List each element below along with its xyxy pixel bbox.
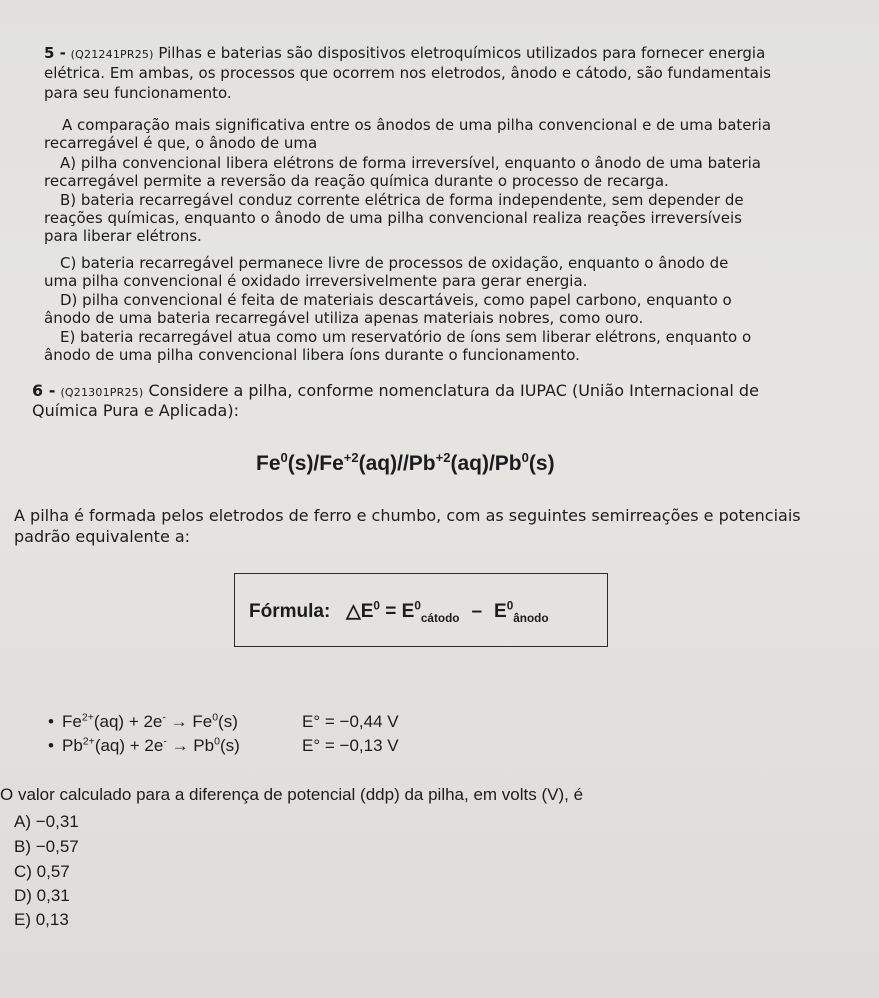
q5-option-e-1[interactable]: E) bateria recarregável atua como um reservatório de íons sem liberar elétrons, enquanto o	[60, 328, 752, 346]
formula-box: Fórmula: $\triangle E^0 = E^0_{cátodo} - E^0_{ânodo}$	[234, 573, 608, 647]
potential-fe: E° = −0,44 V	[302, 712, 399, 731]
q6-question: O valor calculado para a diferença de potencial (ddp) da pilha, em volts (V), é	[0, 785, 584, 804]
q6-option-d[interactable]: D) 0,31	[14, 886, 70, 905]
q6-code: (Q21301PR25)	[60, 386, 144, 399]
q5-option-a-2[interactable]: recarregável permite a reversão da reação química durante o processo de recarga.	[44, 172, 669, 190]
q5-line-2: elétrica. Em ambas, os processos que ocorrem nos eletrodos, ânodo e cátodo, são fundamentais	[44, 64, 771, 82]
reaction-pb: • $Pb^{2+}(aq) + 2e^- \to Pb^0(s)$ E° = −0,13 V	[48, 735, 399, 755]
q5-option-c-2[interactable]: uma pilha convencional é oxidado irreversivelmente para gerar energia.	[44, 272, 588, 290]
reaction-fe: • $Fe^{2+}(aq) + 2e^- \to Fe^0(s)$ E° = −0,44 V	[48, 711, 399, 731]
q6-option-a[interactable]: A) −0,31	[14, 812, 79, 831]
q5-option-d-2[interactable]: ânodo de uma bateria recarregável utiliza apenas materiais nobres, como ouro.	[44, 309, 644, 327]
q6-line-2: Química Pura e Aplicada):	[32, 401, 239, 420]
q5-option-c-1[interactable]: C) bateria recarregável permanece livre de processos de oxidação, enquanto o ânodo de	[60, 254, 729, 272]
q5-option-b-2[interactable]: reações químicas, enquanto o ânodo de uma pilha convencional realiza reações irreversíveis	[44, 209, 742, 227]
q6-text-1: Considere a pilha, conforme nomenclatura da IUPAC (União Internacional de	[148, 381, 759, 400]
potential-pb: E° = −0,13 V	[302, 736, 399, 755]
q5-stem-1: A comparação mais significativa entre os ânodos de uma pilha convencional e de uma bateria	[62, 116, 772, 134]
q6-option-c[interactable]: C) 0,57	[14, 862, 70, 881]
q6-line-1	[32, 382, 759, 402]
q6-option-b[interactable]: B) −0,57	[14, 837, 79, 856]
q5-code: (Q21241PR25)	[70, 48, 154, 61]
q5-option-e-2[interactable]: ânodo de uma pilha convencional libera íons durante o funcionamento.	[44, 346, 580, 364]
q5-option-a-1[interactable]: A) pilha convencional libera elétrons de forma irreversível, enquanto o ânodo de uma bateria	[60, 154, 761, 172]
formula-label: Fórmula:	[249, 601, 331, 622]
q5-option-b-1[interactable]: B) bateria recarregável conduz corrente elétrica de forma independente, sem depender de	[60, 191, 744, 209]
q5-line-1	[44, 44, 765, 64]
q6-intro-1: A pilha é formada pelos eletrodos de ferro e chumbo, com as seguintes semirreações e potenciais	[14, 506, 801, 525]
q6-number: 6 -	[32, 381, 56, 400]
cell-notation: $Fe^0(s)/Fe^{+2}(aq)//Pb^{+2}(aq)/Pb^0(s)$	[256, 450, 555, 475]
q5-stem-2: recarregável é que, o ânodo de uma	[44, 134, 318, 152]
q5-option-d-1[interactable]: D) pilha convencional é feita de materiais descartáveis, como papel carbono, enquanto o	[60, 291, 732, 309]
q6-option-e[interactable]: E) 0,13	[14, 910, 69, 929]
q5-line-3: para seu funcionamento.	[44, 84, 232, 102]
q5-text-1: Pilhas e baterias são dispositivos eletroquímicos utilizados para fornecer energia	[158, 44, 766, 62]
q5-number: 5 -	[44, 44, 66, 62]
q6-intro-2: padrão equivalente a:	[14, 527, 191, 546]
q5-option-b-3[interactable]: para liberar elétrons.	[44, 227, 202, 245]
